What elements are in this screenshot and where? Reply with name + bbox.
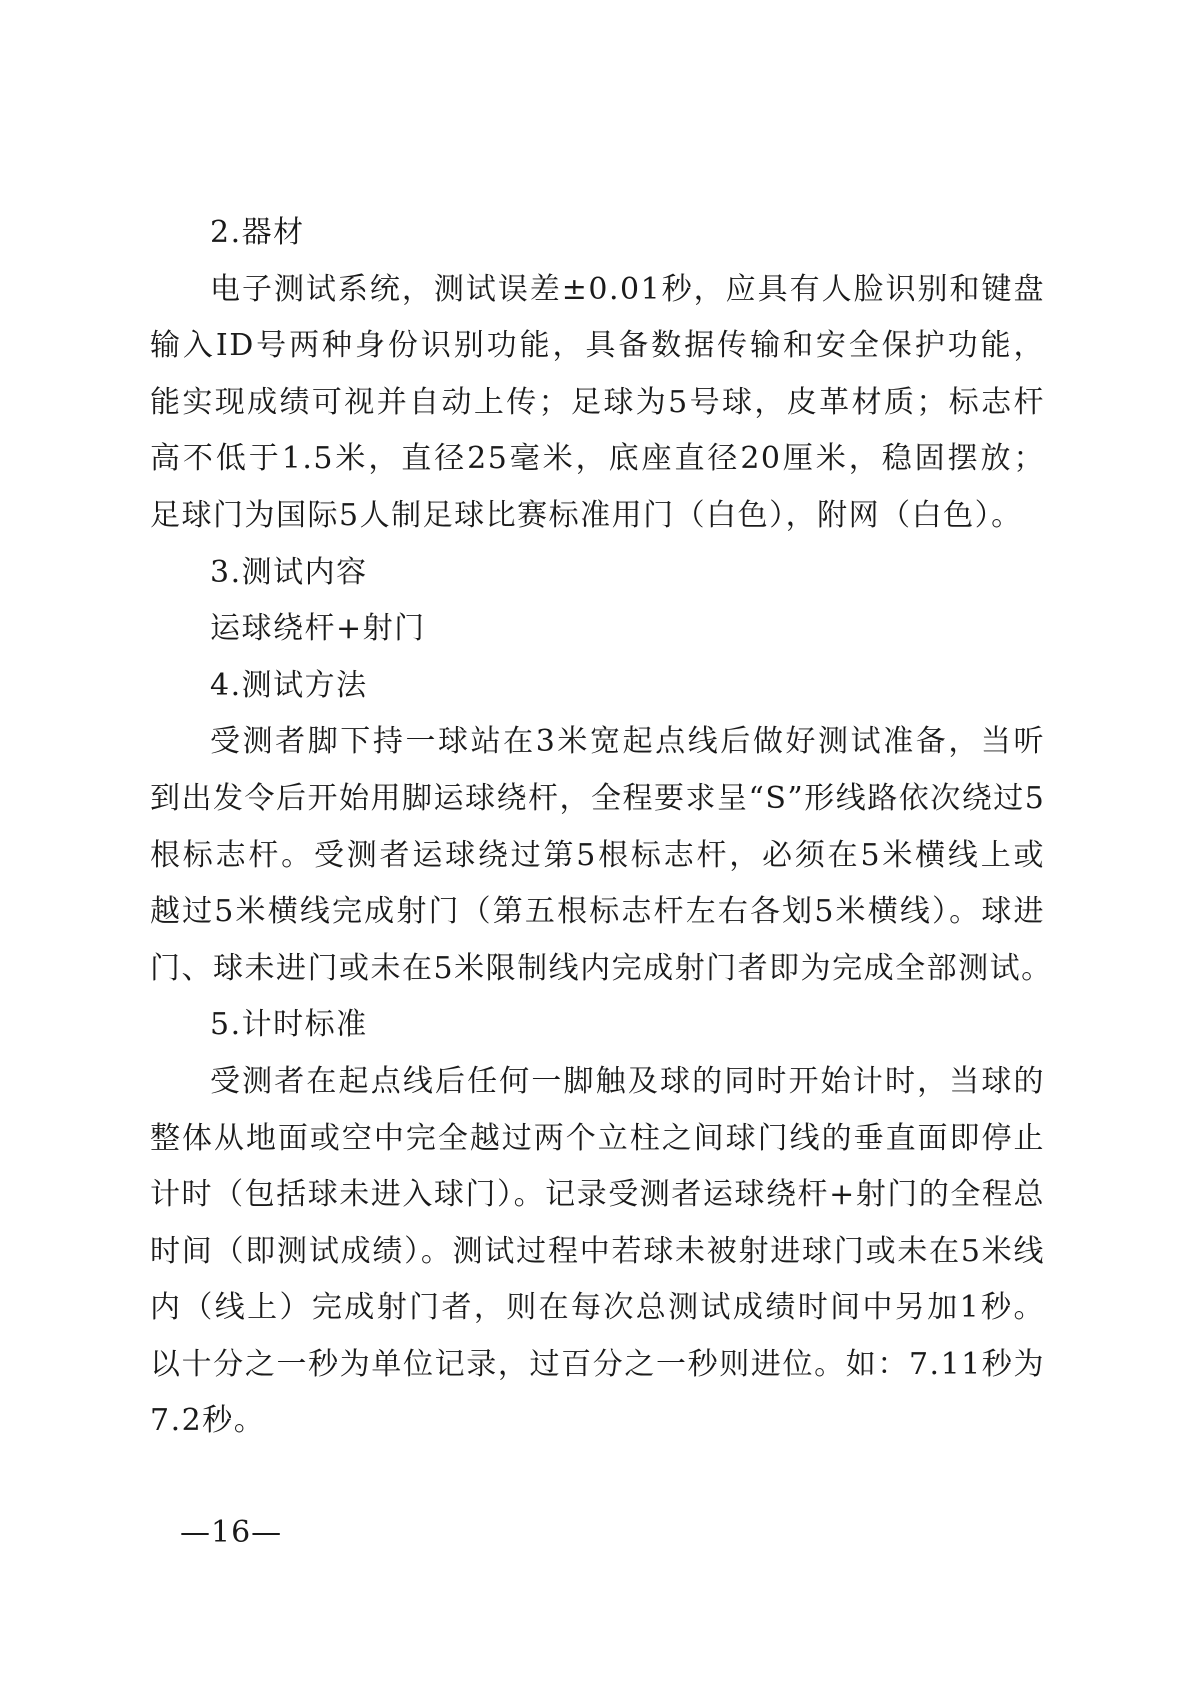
paragraph-line: 根标志杆。受测者运球绕过第5根标志杆，必须在5米横线上或	[150, 837, 1045, 873]
paragraph-line: 整体从地面或空中完全越过两个立柱之间球门线的垂直面即停止	[150, 1120, 1045, 1156]
paragraph-line: 输入ID号两种身份识别功能，具备数据传输和安全保护功能，	[150, 328, 1045, 364]
paragraph-line: 电子测试系统，测试误差±0.01秒，应具有人脸识别和键盘	[210, 271, 1045, 307]
paragraph-line: 以十分之一秒为单位记录，过百分之一秒则进位。如：7.11秒为	[150, 1346, 1045, 1382]
page-number: —16—	[180, 1515, 283, 1550]
paragraph-line: 门、球未进门或未在5米限制线内完成射门者即为完成全部测试。	[150, 950, 1053, 986]
paragraph-line: 7.2秒。	[150, 1403, 266, 1439]
paragraph-equipment	[150, 262, 1045, 545]
paragraph-line: 内（线上）完成射门者，则在每次总测试成绩时间中另加1秒。	[150, 1290, 1045, 1326]
paragraph-line: 足球门为国际5人制足球比赛标准用门（白色），附网（白色）。	[150, 497, 1023, 533]
section-heading-timing: 5.计时标准	[210, 1007, 368, 1043]
paragraph-line: 高不低于1.5米，直径25毫米，底座直径20厘米，稳固摆放；	[150, 441, 1045, 477]
paragraph-line: 越过5米横线完成射门（第五根标志杆左右各划5米横线）。球进	[150, 894, 1045, 930]
document-page	[150, 205, 1053, 1505]
section-heading-method: 4.测试方法	[210, 667, 368, 703]
paragraph-method	[150, 714, 1053, 997]
paragraph-line: 能实现成绩可视并自动上传；足球为5号球，皮革材质；标志杆	[150, 384, 1045, 420]
paragraph-line: 受测者在起点线后任何一脚触及球的同时开始计时，当球的	[210, 1063, 1045, 1099]
paragraph-line: 计时（包括球未进入球门）。记录受测者运球绕杆+射门的全程总	[150, 1177, 1045, 1213]
section-heading-equipment: 2.器材	[210, 215, 305, 250]
paragraph-line: 时间（即测试成绩）。测试过程中若球未被射进球门或未在5米线	[150, 1233, 1045, 1269]
paragraph-content: 运球绕杆+射门	[210, 611, 426, 647]
paragraph-line: 受测者脚下持一球站在3米宽起点线后做好测试准备，当听	[210, 724, 1045, 760]
section-heading-content: 3.测试内容	[210, 554, 368, 590]
paragraph-line: 到出发令后开始用脚运球绕杆，全程要求呈“S”形线路依次绕过5	[150, 780, 1046, 816]
paragraph-timing	[150, 1054, 1045, 1450]
